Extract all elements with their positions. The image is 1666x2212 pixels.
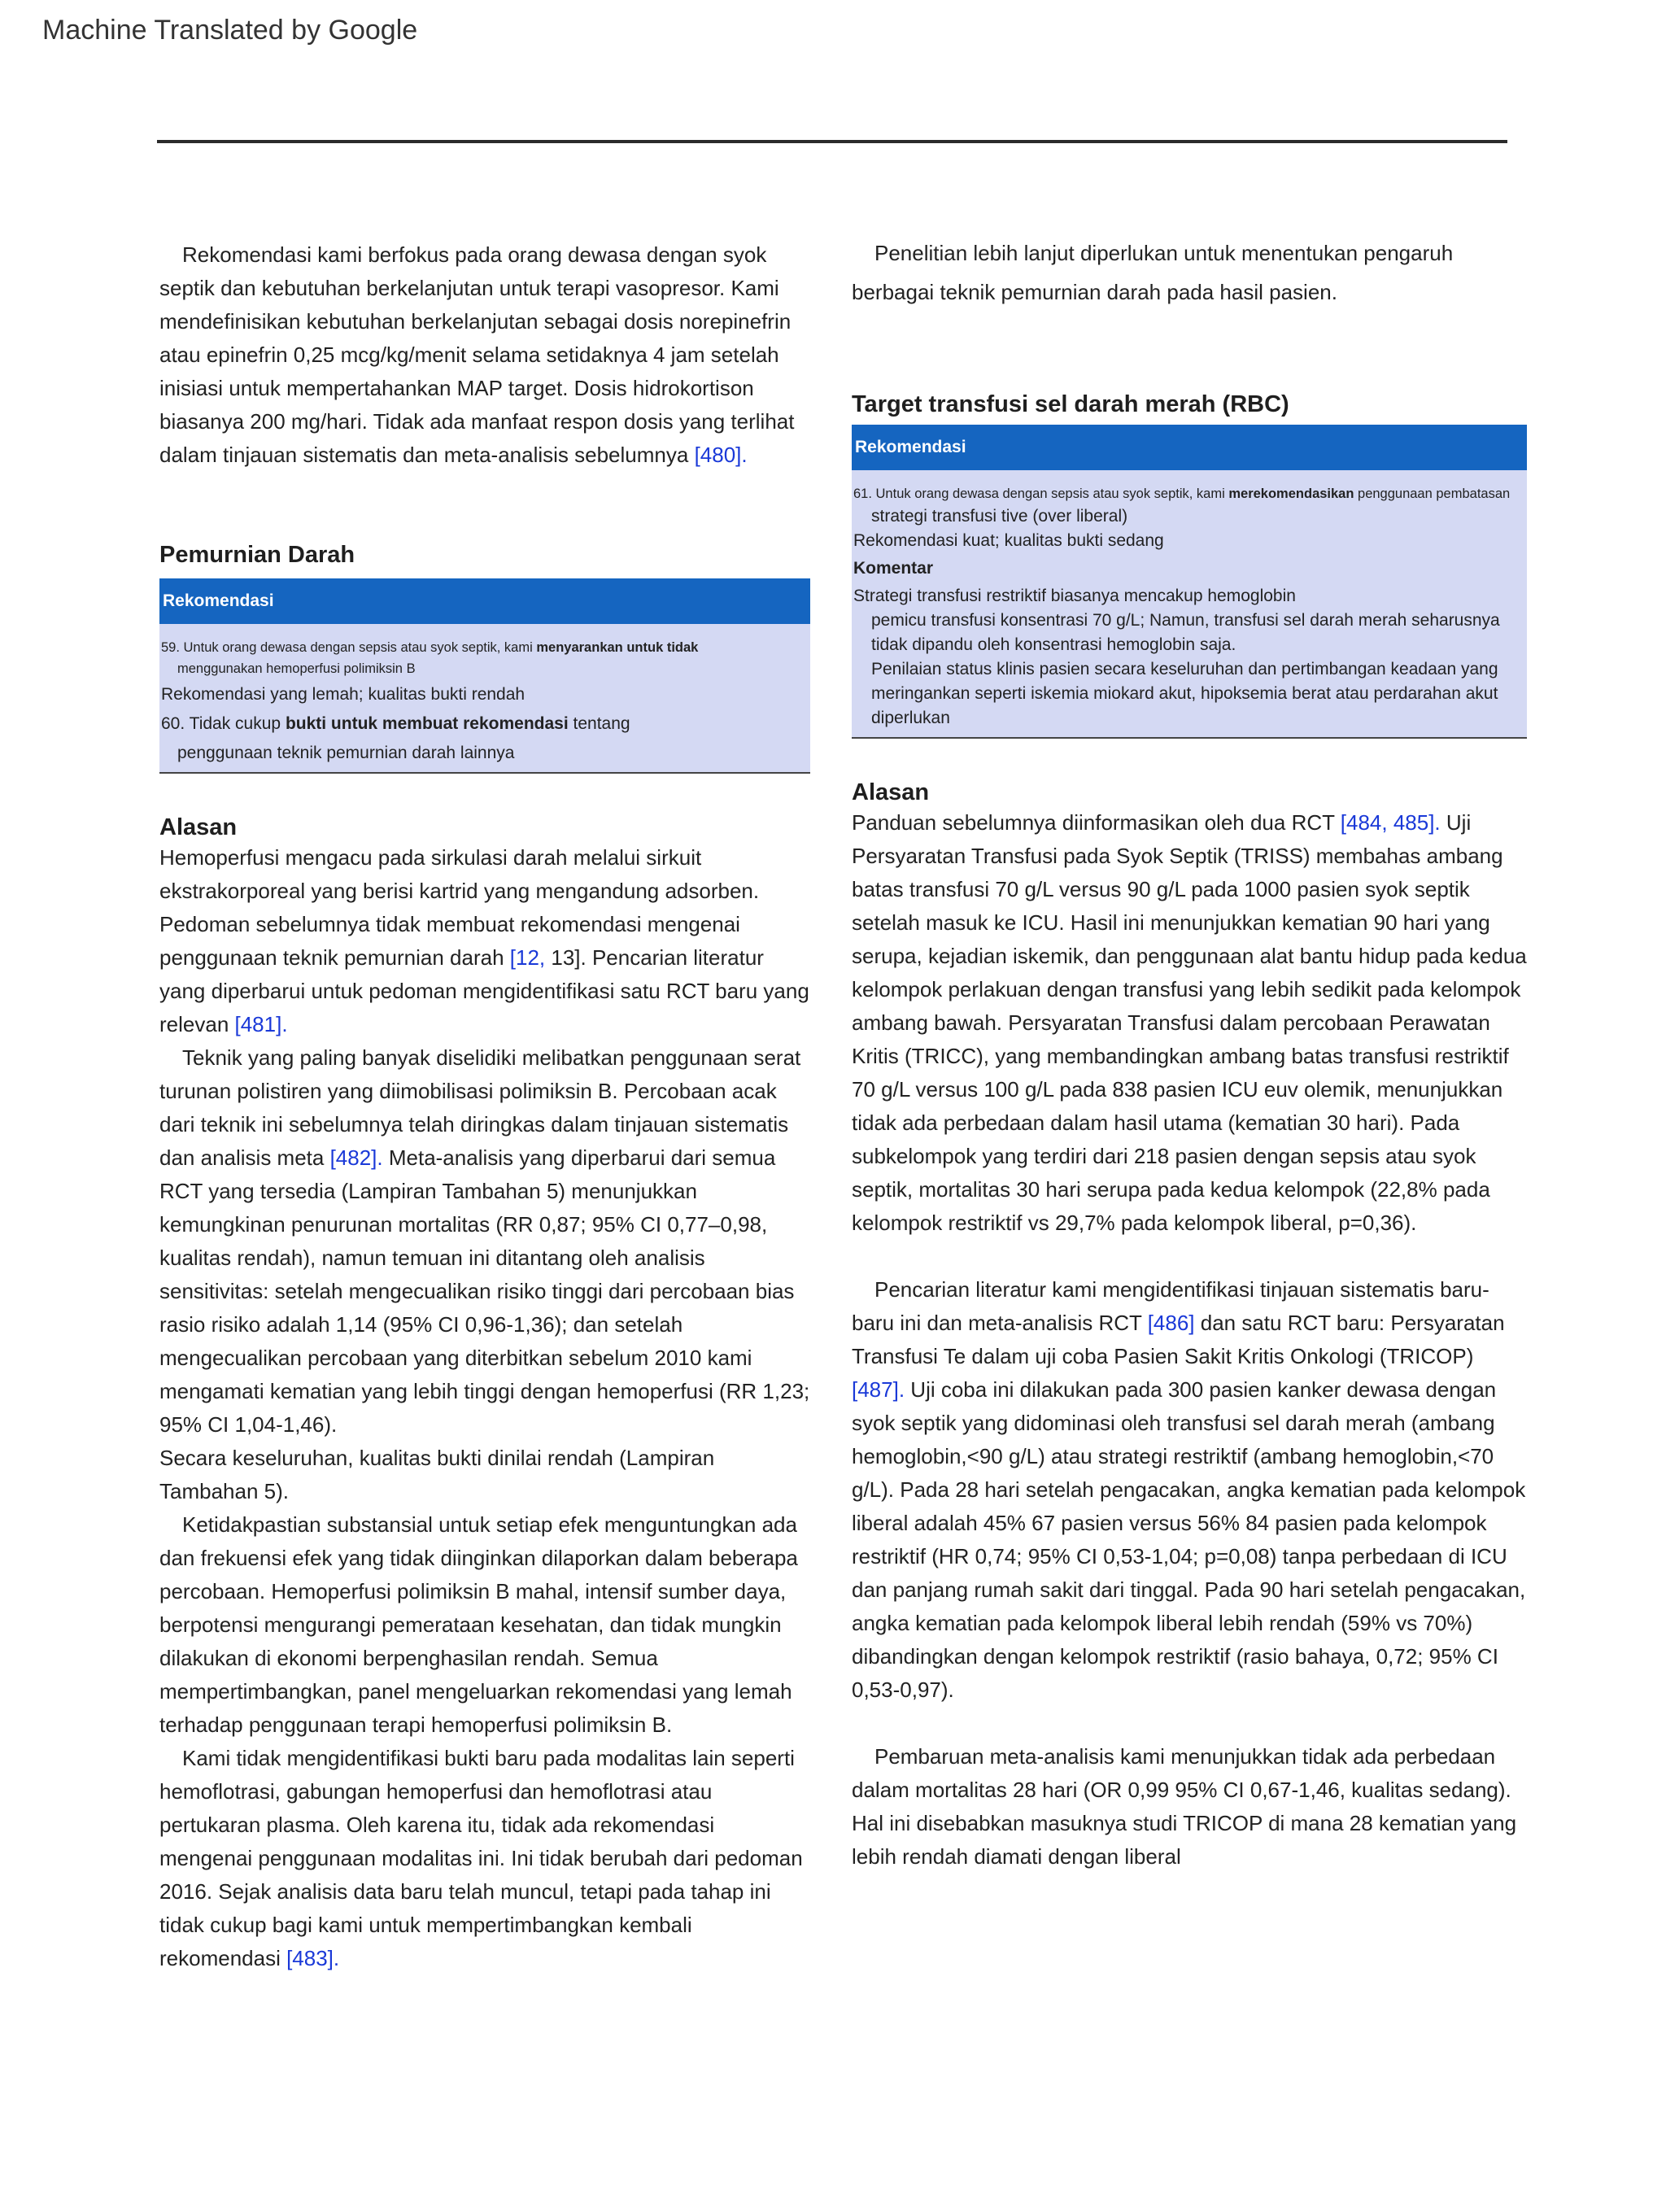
rationale-text: Uji coba ini dilakukan pada 300 pasien kanker dewasa dengan syok septik yang didominasi oleh transfusi sel darah merah (ambang hemoglobin,<90 g/L) atau strategi restriktif (ambang hemoglobin,<70 g/L). Pada 28 hari setelah pengacakan, angka kematian pada kelompok liberal adalah 45% 67 pasien versus 56% 84 pasien pada kelompok restriktif (HR 0,74; 95% CI 0,53-1,04; p=0,08) tanpa perbedaan di ICU dan panjang rumah sakit dari tinggal. Pada 90 hari setelah pengacakan, angka kematian pada kelompok liberal lebih rendah (59% vs 70%) dibandingkan dengan kelompok restriktif (rasio bahaya, 0,72; 95% CI 0,53-0,97). [852,1377,1526,1702]
section-title-blood-purification: Pemurnian Darah [159,542,355,568]
rationale-paragraph-2 [159,1041,810,1442]
recommendation-59-cont: menggunakan hemoperfusi polimiksin B [177,661,416,676]
rbc-rationale-paragraph-1 [852,806,1527,1240]
recommendation-60 [161,712,809,736]
rationale-text: dan satu RCT baru: Persyaratan Transfusi Te dalam uji coba Pasien Sakit Kritis Onkologi (TRICOP) [852,1311,1505,1368]
intro-text: Rekomendasi kami berfokus pada orang dewasa dengan syok septik dan kebutuhan berkelanjutan untuk terapi vasopresor. Kami mendefinisikan kebutuhan berkelanjutan sebagai dosis norepinefrin atau epinefrin 0,25 mcg/kg/menit selama setidaknya 4 jam setelah inisiasi untuk mempertahankan MAP target. Dosis hidrokortison biasanya 200 mg/hari. Tidak ada manfaat respon dosis yang terlihat dalam tinjauan sistematis dan meta-analisis sebelumnya [159,242,795,467]
comment-label [853,556,1525,581]
machine-translation-banner: Machine Translated by Google [42,15,418,46]
recommendation-59 [161,637,809,658]
section-title-rbc-transfusion: Target transfusi sel darah merah (RBC) [852,391,1289,417]
rationale-text: Teknik yang paling banyak diselidiki melibatkan penggunaan serat turunan polistiren yang diimobilisasi polimiksin B. Percobaan acak dari teknik ini sebelumnya telah diringkas dalam tinjauan sistematis dan analisis meta [159,1045,801,1170]
recommendation-61-text-end: penggunaan pembatasan [1354,486,1511,501]
citation-link[interactable]: [483]. [286,1946,340,1970]
further-research-paragraph: Penelitian lebih lanjut diperlukan untuk menentukan pengaruh berbagai teknik pemurnian darah pada hasil pasien. [852,241,1454,304]
rationale-text: Hemoperfusi mengacu pada sirkulasi darah melalui sirkuit ekstrakorporeal yang berisi kartrid yang mengandung adsorben. Pedoman sebelumnya tidak membuat rekomendasi mengenai penggunaan teknik pemurnian darah [159,845,760,970]
recommendation-61-emphasis: merekomendasikan [1228,486,1354,501]
rationale-paragraph-3: Secara keseluruhan, kualitas bukti dinilai rendah (Lampiran Tambahan 5). [159,1446,715,1503]
recommendation-box-header: Rekomendasi [852,425,1527,470]
rationale-text: Uji Persyaratan Transfusi pada Syok Septik (TRISS) membahas ambang batas transfusi 70 g/L versus 90 g/L pada 1000 pasien syok septik setelah masuk ke ICU. Hasil ini menunjukkan kematian 90 hari yang serupa, kejadian iskemik, dan penggunaan alat bantu hidup pada kedua kelompok perlakuan dengan transfusi yang lebih sedikit pada kelompok ambang bawah. Persyaratan Transfusi dalam percobaan Perawatan Kritis (TRICC), yang membandingkan ambang batas transfusi restriktif 70 g/L versus 100 g/L pada 838 pasien ICU euv olemik, menunjukkan tidak ada perbedaan dalam hasil utama (kematian 30 hari). Pada subkelompok yang terdiri dari 218 pasien dengan sepsis atau syok septik, mortalitas 30 hari serupa pada kedua kelompok (22,8% pada kelompok restriktif vs 29,7% pada kelompok liberal, p=0,36). [852,810,1527,1235]
intro-paragraph [159,238,810,472]
comment-line-2: pemicu transfusi konsentrasi 70 g/L; Namun, transfusi sel darah merah seharusnya tidak dipandu oleh konsentrasi hemoglobin saja. [871,611,1500,654]
citation-link[interactable]: [481]. [234,1012,288,1036]
citation-link[interactable]: [12, [509,945,546,970]
rationale-title-left: Alasan [159,814,238,840]
rationale-text: 13]. Pencarian literatur yang diperbarui untuk pedoman mengidentifikasi satu RCT baru yang relevan [159,945,809,1036]
left-column [159,238,810,1975]
recommendation-59-text: 59. Untuk orang dewasa dengan sepsis atau syok septik, kami [161,640,537,655]
recommendation-61-strength: Rekomendasi kuat; kualitas bukti sedang [853,531,1164,550]
rationale-paragraph-1 [159,841,810,1041]
recommendation-61-cont: strategi transfusi tive (over liberal) [871,507,1128,526]
rationale-paragraph-4: Ketidakpastian substansial untuk setiap efek menguntungkan ada dan frekuensi efek yang tidak diinginkan dilaporkan dalam beberapa percobaan. Hemoperfusi polimiksin B mahal, intensif sumber daya, berpotensi mengurangi pemerataan kesehatan, dan tidak mungkin dilakukan di ekonomi berpenghasilan rendah. Semua mempertimbangkan, panel mengeluarkan rekomendasi yang lemah terhadap penggunaan terapi hemoperfusi polimiksin B. [159,1512,798,1737]
rbc-rationale-paragraph-3: Pembaruan meta-analisis kami menunjukkan tidak ada perbedaan dalam mortalitas 28 hari (OR 0,99 95% CI 0,67-1,46, kualitas sedang). Hal ini disebabkan masuknya studi TRICOP di mana 28 kematian yang lebih rendah diamati dengan liberal [852,1744,1517,1869]
recommendation-box-rbc [852,425,1527,739]
rationale-text: Panduan sebelumnya diinformasikan oleh dua RCT [852,810,1341,835]
recommendation-60-text-end: tentang [568,714,630,733]
right-column [852,233,1527,1874]
recommendation-59-strength: Rekomendasi yang lemah; kualitas bukti rendah [161,685,526,704]
citation-link[interactable]: [487]. [852,1377,905,1402]
comment-label-text: Komentar [853,559,934,578]
rationale-text: Pencarian literatur kami mengidentifikasi tinjauan sistematis baru-baru ini dan meta-analisis RCT [852,1277,1489,1335]
recommendation-60-cont: penggunaan teknik pemurnian darah lainnya [177,744,515,762]
recommendation-box-blood-purification [159,578,810,774]
citation-link[interactable]: [486] [1147,1311,1195,1335]
comment-line-1: Strategi transfusi restriktif biasanya mencakup hemoglobin [853,587,1296,605]
citation-link[interactable]: [480]. [694,443,748,467]
rationale-paragraph-5 [159,1742,810,1975]
recommendation-60-emphasis: bukti untuk membuat rekomendasi [285,714,569,733]
rbc-rationale-paragraph-2 [852,1273,1527,1707]
citation-link[interactable]: [482]. [329,1145,383,1170]
recommendation-61-text: 61. Untuk orang dewasa dengan sepsis atau syok septik, kami [853,486,1229,501]
recommendation-61 [853,483,1525,504]
recommendation-box-header: Rekomendasi [159,578,810,624]
header-rule [157,140,1507,143]
recommendation-59-emphasis: menyarankan untuk tidak [536,640,699,655]
comment-line-3: Penilaian status klinis pasien secara keseluruhan dan pertimbangan keadaan yang meringankan seperti iskemia miokard akut, hipoksemia berat atau perdarahan akut diperlukan [871,660,1498,727]
citation-link[interactable]: [484, 485]. [1340,810,1441,835]
rationale-title-right: Alasan [852,779,930,805]
rationale-text: Meta-analisis yang diperbarui dari semua RCT yang tersedia (Lampiran Tambahan 5) menunjukkan kemungkinan penurunan mortalitas (RR 0,87; 95% CI 0,77–0,98, kualitas rendah), namun temuan ini ditantang oleh analisis sensitivitas: setelah mengecualikan risiko tinggi dari percobaan bias rasio risiko adalah 1,14 (95% CI 0,96-1,36); dan setelah mengecualikan percobaan yang diterbitkan sebelum 2010 kami mengamati kematian yang lebih tinggi dengan hemoperfusi (RR 1,23; 95% CI 1,04-1,46). [159,1145,810,1437]
rationale-text: Kami tidak mengidentifikasi bukti baru pada modalitas lain seperti hemoflotrasi, gabungan hemoperfusi dan hemoflotrasi atau pertukaran plasma. Oleh karena itu, tidak ada rekomendasi mengenai penggunaan modalitas ini. Ini tidak berubah dari pedoman 2016. Sejak analisis data baru telah muncul, tetapi pada tahap ini tidak cukup bagi kami untuk mempertimbangkan kembali rekomendasi [159,1746,803,1970]
recommendation-60-text: 60. Tidak cukup [161,714,286,733]
